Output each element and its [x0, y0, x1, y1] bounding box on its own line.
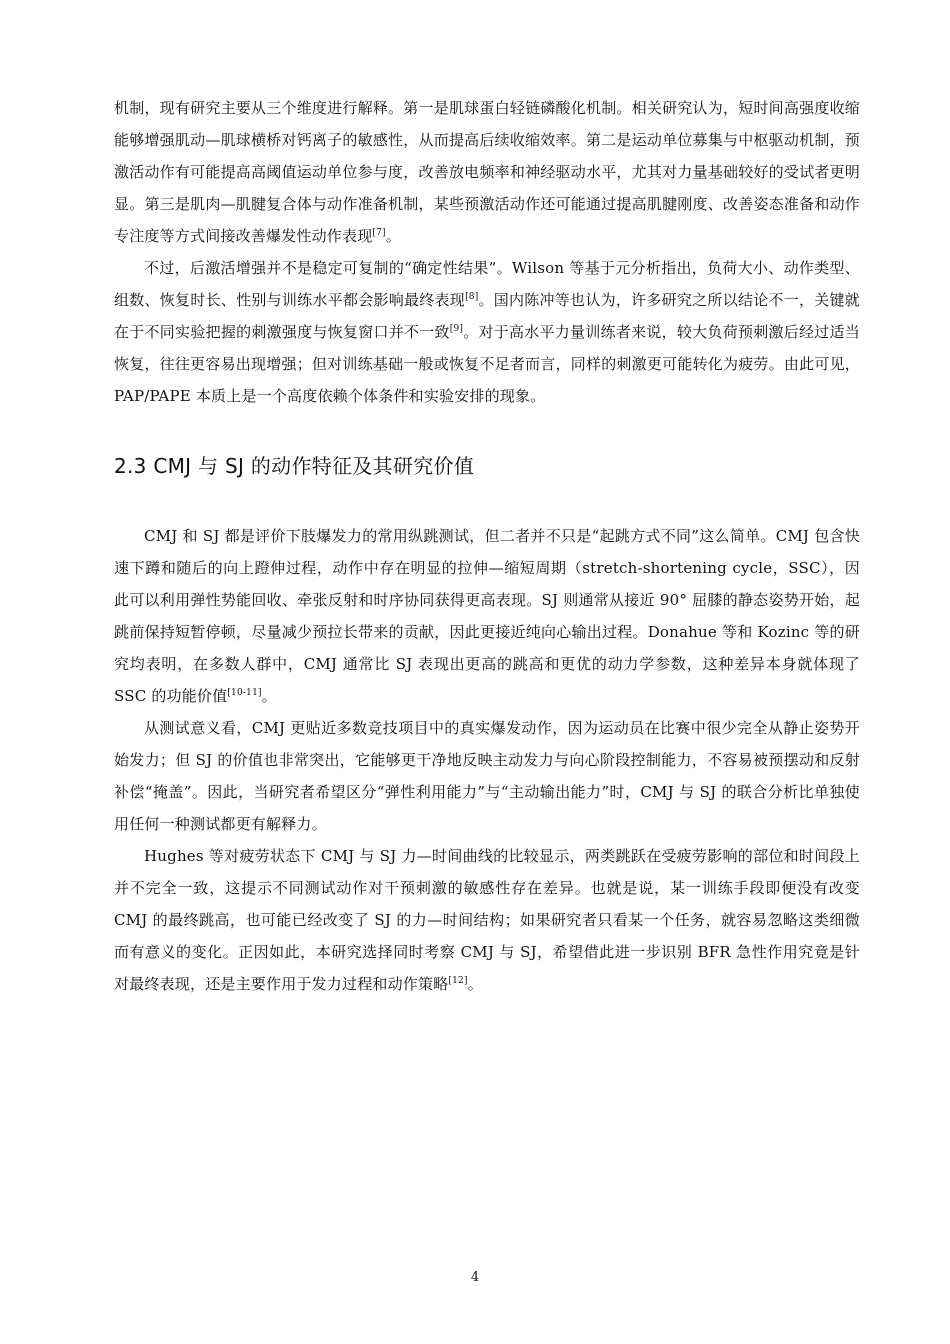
paragraph-hughes-fatigue — [114, 840, 860, 1000]
page-number: 4 — [470, 1270, 480, 1285]
paragraph-cmj-sj-features — [114, 520, 860, 712]
citation-ref: [7] — [372, 228, 386, 238]
paragraph-tail: 。 — [385, 227, 401, 245]
paragraph-text: 。 — [261, 687, 277, 705]
paragraph-test-significance — [114, 712, 860, 840]
paragraph-text: Hughes 等对疲劳状态下 CMJ 与 SJ 力—时间曲线的比较显示，两类跳跃在受疲劳影响的部位和时间段上并不完全一致，这提示不同测试动作对干预刺激的敏感性存在差异。也就是说，某一训练手段即便没有改变 CMJ 的最终跳高，也可能已经改变了 SJ 的力—时间结构；如果研究者只看某一个任务，就容易忽略这类细微而有意义的变化。正因如此，本研究选择同时考察 CMJ 与 SJ，希望借此进一步识别 BFR 急性作用究竟是针对最终表现，还是主要作用于发力过程和动作策略 — [114, 847, 860, 993]
paragraph-text: 不过，后激活增强并不是稳定可复制的“确定性结果”。Wilson 等基于元分析指出，负荷大小、动作类型、组数、恢复时长、性别与训练水平都会影响最终表现 — [114, 259, 860, 309]
citation-ref: [10-11] — [227, 688, 262, 698]
paragraph-variability — [114, 252, 860, 412]
section-heading: 2.3 CMJ 与 SJ 的动作特征及其研究价值 — [114, 454, 475, 478]
paragraph-text: 。国内陈冲等也认为，许多研究之所以结论不一，关键就在于不同实验把握的刺激强度与恢复窗口并不一致 — [114, 291, 860, 341]
citation-ref: [9] — [449, 324, 464, 334]
page-content — [114, 92, 860, 1000]
paragraph-text: 从测试意义看，CMJ 更贴近多数竞技项目中的真实爆发动作，因为运动员在比赛中很少完全从静止姿势开始发力；但 SJ 的价值也非常突出，它能够更干净地反映主动发力与向心阶段控制能力，不容易被预摆动和反射补偿“掩盖”。因此，当研究者希望区分“弹性利用能力”与“主动输出能力”时，CMJ 与 SJ 的联合分析比单独使用任何一种测试都更有解释力。 — [114, 719, 860, 833]
paragraph-text: 机制，现有研究主要从三个维度进行解释。第一是肌球蛋白轻链磷酸化机制。相关研究认为，短时间高强度收缩能够增强肌动—肌球横桥对钙离子的敏感性，从而提高后续收缩效率。第二是运动单位募集与中枢驱动机制，预激活动作有可能提高高阈值运动单位参与度，改善放电频率和神经驱动水平，尤其对力量基础较好的受试者更明显。第三是肌肉—肌腱复合体与动作准备机制，某些预激活动作还可能通过提高肌腱刚度、改善姿态准备和动作专注度等方式间接改善爆发性动作表现 — [114, 99, 860, 245]
paragraph-text: 。 — [467, 975, 483, 993]
paragraph-mechanisms — [114, 92, 860, 252]
paragraph-text: 。对于高水平力量训练者来说，较大负荷预刺激后经过适当恢复，往往更容易出现增强；但对训练基础一般或恢复不足者而言，同样的刺激更可能转化为疲劳。由此可见，PAP/PAPE 本质上是一个高度依赖个体条件和实验安排的现象。 — [114, 323, 861, 405]
paragraph-text: CMJ 和 SJ 都是评价下肢爆发力的常用纵跳测试，但二者并不只是“起跳方式不同”这么简单。CMJ 包含快速下蹲和随后的向上蹬伸过程，动作中存在明显的拉伸—缩短周期（stretch-shortening cycle，SSC），因此可以利用弹性势能回收、牵张反射和时序协同获得更高表现。SJ 则通常从接近 90° 屈膝的静态姿势开始，起跳前保持短暂停顿，尽量减少预拉长带来的贡献，因此更接近纯向心输出过程。Donahue 等和 Kozinc 等的研究均表明，在多数人群中，CMJ 通常比 SJ 表现出更高的跳高和更优的动力学参数，这种差异本身就体现了 SSC 的功能价值 — [114, 527, 860, 705]
citation-ref: [12] — [448, 976, 468, 986]
citation-ref: [8] — [465, 292, 479, 302]
